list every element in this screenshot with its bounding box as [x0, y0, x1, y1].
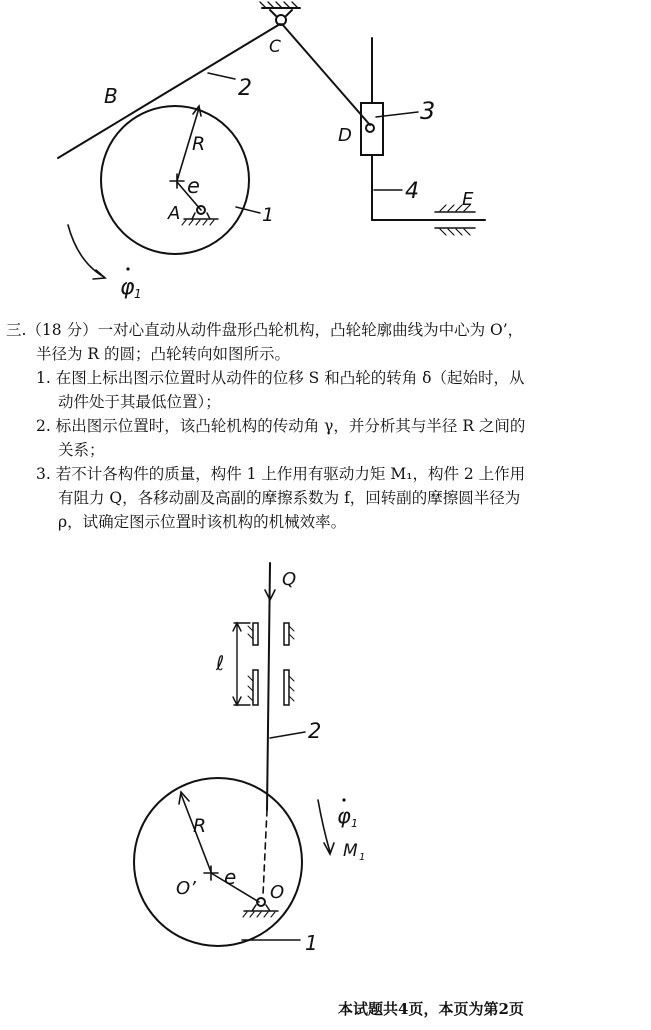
label-r-top: R — [192, 133, 206, 155]
pivot-c — [276, 15, 286, 25]
label-o-prime: O’ — [176, 878, 196, 899]
label-o: O — [270, 882, 285, 903]
label-phi-sub-top: 1 — [134, 287, 142, 301]
label-cam-1-top: 1 — [262, 204, 275, 226]
label-e-ground: E — [462, 189, 474, 210]
label-link-3: 3 — [420, 97, 436, 125]
problem-statement — [6, 318, 646, 534]
link-cd — [282, 24, 370, 125]
item-2-line-1: 2. 标出图示位置时，该凸轮机构的传动角 γ，并分析其与半径 R 之间的 — [36, 417, 526, 435]
label-e-top: e — [187, 174, 200, 198]
label-phi-top: φ — [120, 275, 135, 300]
label-e-bottom: e — [224, 865, 237, 889]
label-a: A — [168, 203, 181, 224]
label-phi-bottom: φ — [337, 804, 351, 828]
label-r-bottom: R — [193, 815, 207, 837]
label-link-4: 4 — [405, 179, 419, 204]
label-c: C — [269, 37, 281, 57]
label-link-2-bottom: 2 — [308, 719, 322, 743]
item-3-line-1: 3. 若不计各构件的质量，构件 1 上作用有驱动力矩 M₁，构件 2 上作用 — [36, 465, 526, 483]
guide-lower-left — [253, 670, 258, 705]
guide-upper-right — [284, 623, 289, 645]
label-phi-sub-bottom: 1 — [351, 817, 358, 830]
label-b: B — [104, 84, 118, 108]
rotation-arrow-top — [68, 225, 104, 277]
page-footer: 本试题共4页，本页为第2页 — [338, 1000, 524, 1018]
label-l: ℓ — [216, 651, 225, 675]
problem-heading-cont: 半径为 R 的圆；凸轮转向如图所示。 — [36, 345, 291, 363]
slider-3 — [361, 103, 383, 155]
cam-disc-bottom — [134, 778, 302, 946]
label-d: D — [338, 125, 352, 146]
item-1-line-1: 1. 在图上标出图示位置时从动件的位移 S 和凸轮的转角 δ（起始时，从 — [36, 369, 525, 387]
label-q: Q — [282, 569, 297, 590]
item-3-line-3: ρ，试确定图示位置时该机构的机械效率。 — [58, 513, 347, 531]
label-cam-1-bottom: 1 — [305, 931, 318, 955]
label-m: M — [343, 841, 358, 861]
cam-disc-top — [101, 106, 249, 254]
problem-heading: 三.（18 分）一对心直动从动件盘形凸轮机构，凸轮轮廓曲线为中心为 O’， — [6, 321, 524, 339]
item-1-line-2: 动件处于其最低位置）； — [58, 393, 221, 411]
label-link-2-top: 2 — [238, 76, 252, 101]
follower-extension — [263, 810, 267, 895]
guide-lower-right — [284, 670, 289, 705]
item-3-line-2: 有阻力 Q，各移动副及高副的摩擦系数为 f，回转副的摩擦圆半径为 — [58, 489, 521, 507]
label-m-sub: 1 — [359, 852, 366, 863]
guide-upper-left — [253, 623, 258, 645]
item-2-line-2: 关系； — [58, 441, 105, 459]
